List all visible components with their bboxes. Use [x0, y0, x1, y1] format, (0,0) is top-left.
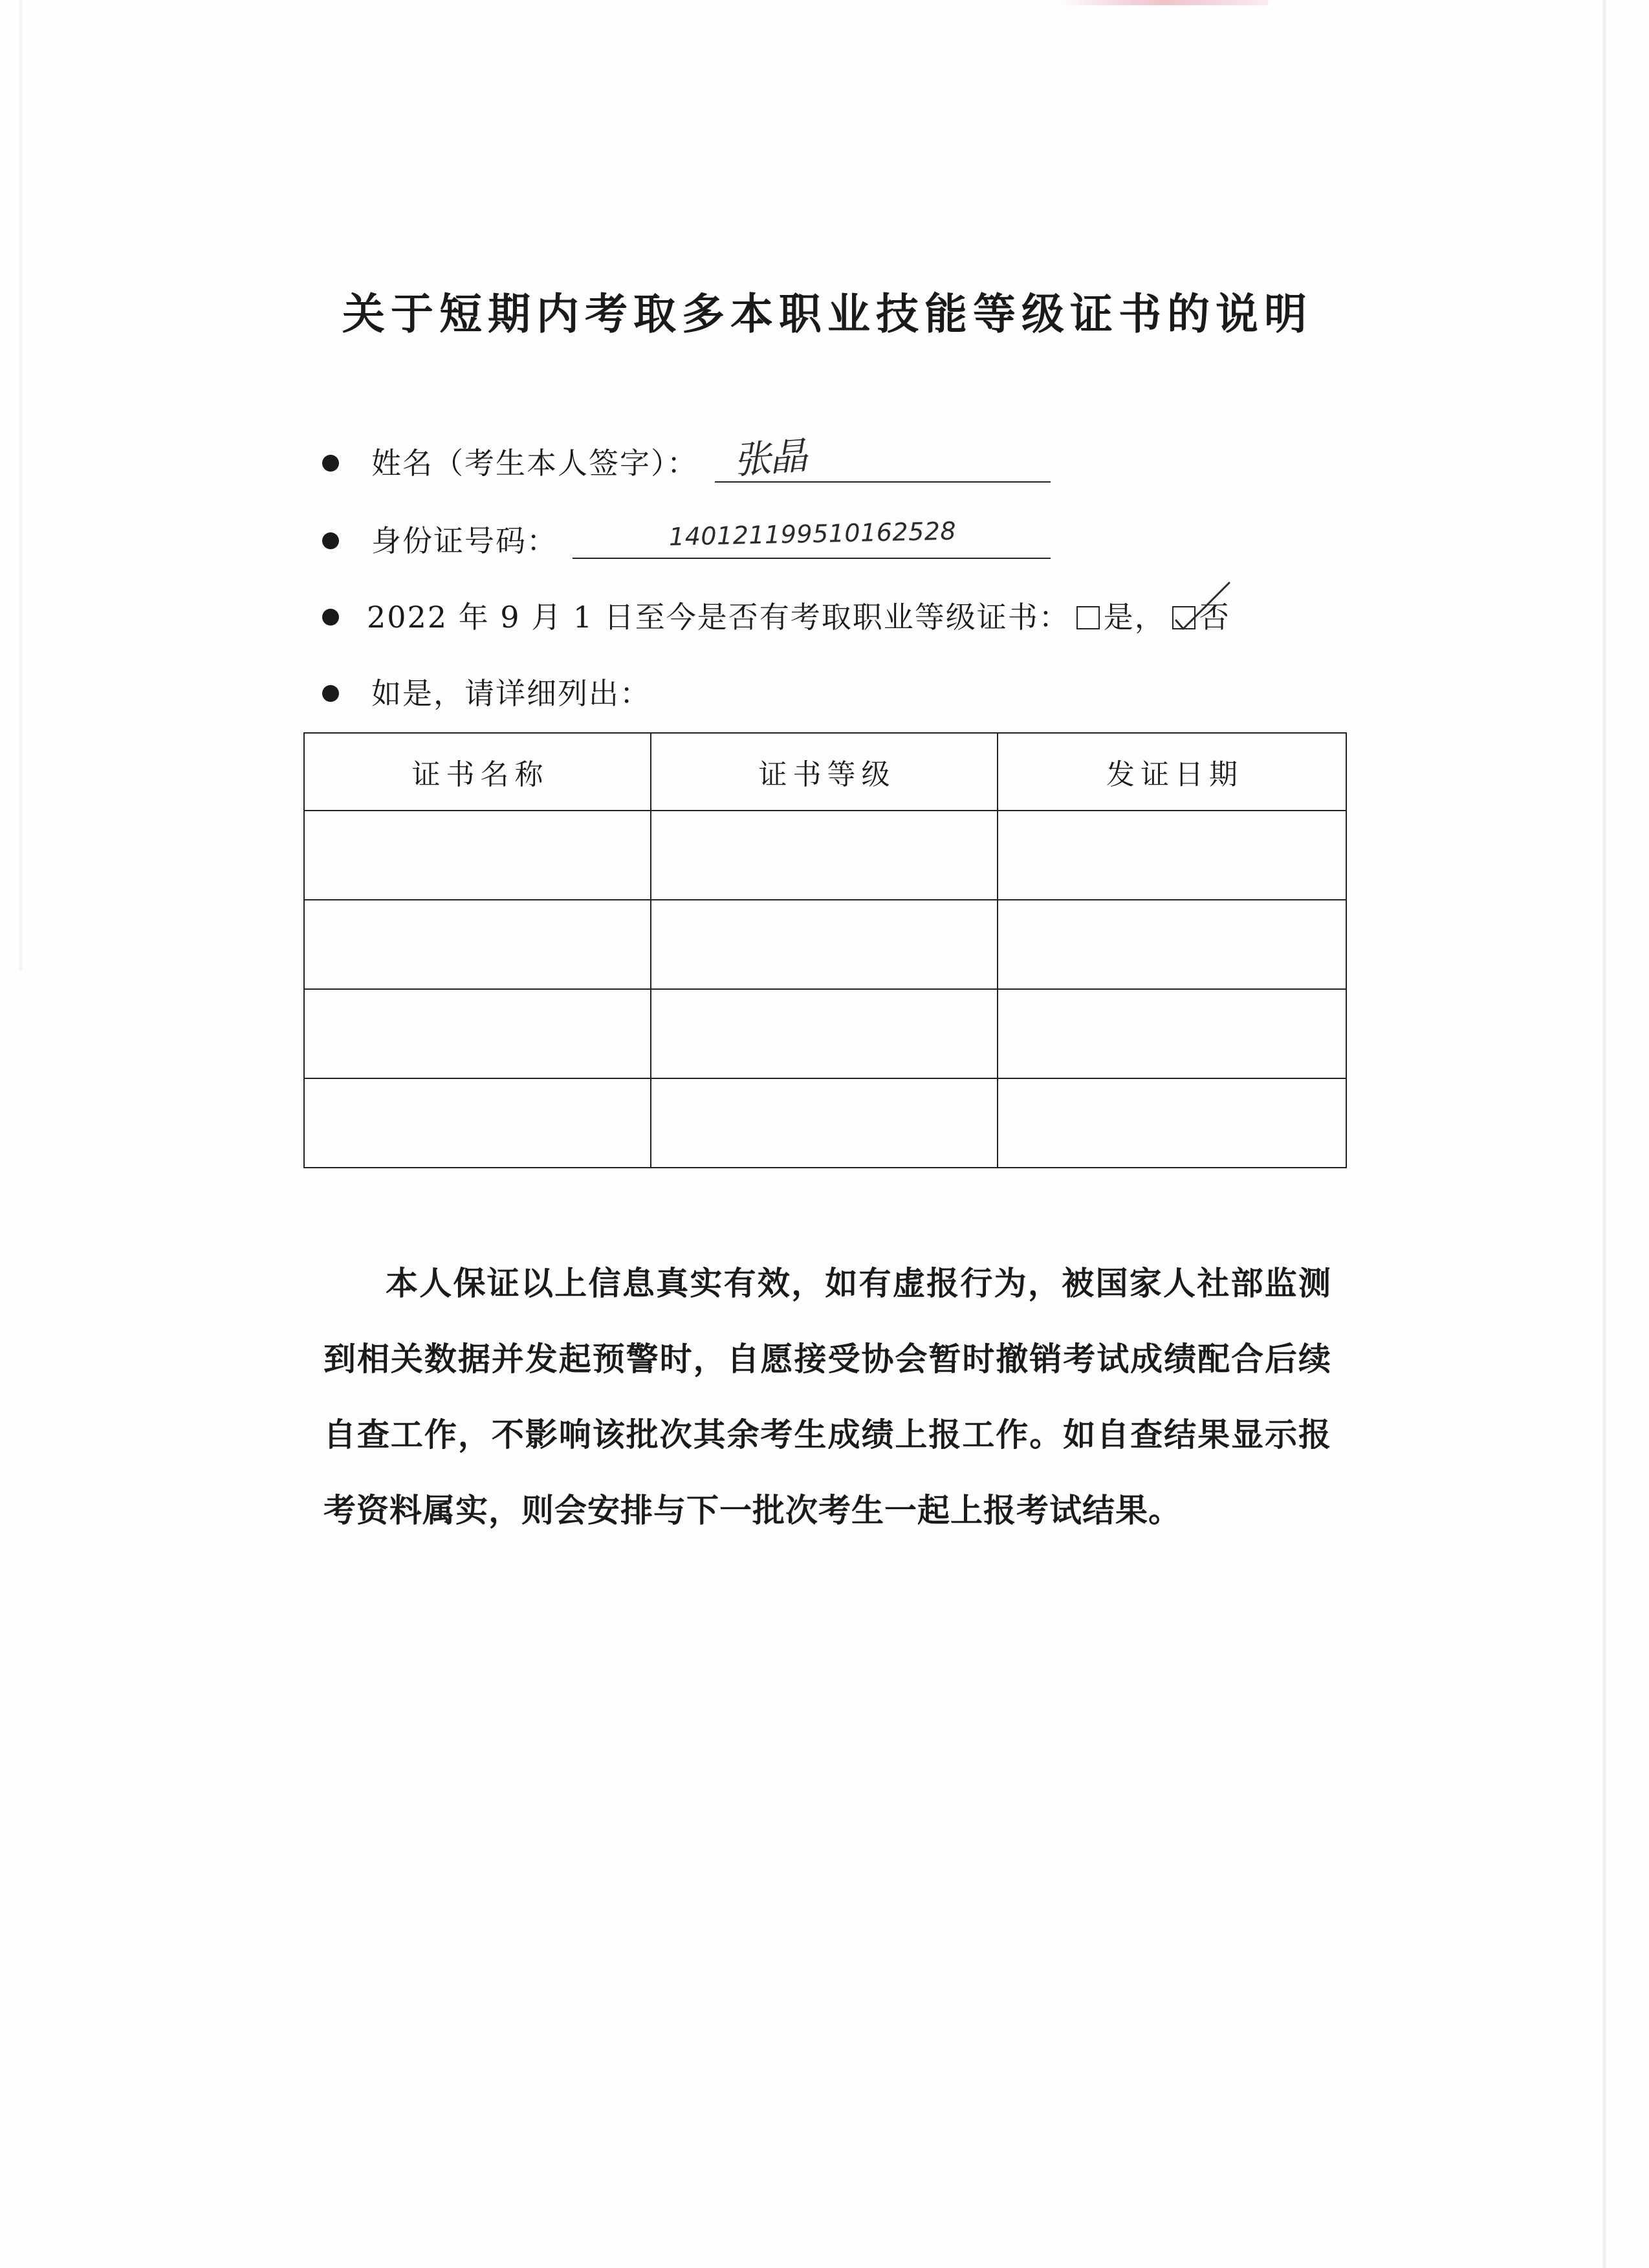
table-cell — [998, 900, 1346, 989]
handwritten-signature: 张晶 — [732, 433, 808, 483]
bullet-icon — [322, 455, 339, 472]
checkmark-icon — [1172, 580, 1237, 638]
certificate-question-label: 2022 年 9 月 1 日至今是否有考取职业等级证书： — [367, 600, 1070, 635]
table-cell — [304, 1078, 651, 1168]
table-row — [304, 811, 1346, 900]
bullet-icon — [322, 532, 339, 549]
certificate-question-row — [367, 598, 1230, 637]
table-row — [304, 1078, 1346, 1168]
option-yes-label: 是， — [1103, 600, 1166, 635]
header-issue-date: 发证日期 — [998, 733, 1346, 811]
bullet-icon — [322, 609, 339, 626]
table-cell — [304, 811, 651, 900]
statement-paragraph — [323, 1245, 1331, 1548]
id-number-underline — [573, 558, 1051, 559]
header-certificate-name: 证书名称 — [304, 733, 651, 811]
table-cell — [304, 900, 651, 989]
table-cell — [651, 900, 998, 989]
statement-line: 考资料属实，则会安排与下一批次考生一起上报考试结果。 — [323, 1491, 1181, 1529]
name-underline — [715, 481, 1051, 483]
scan-edge-shadow-left — [19, 0, 22, 970]
table-cell — [651, 1078, 998, 1168]
checkbox-yes-icon — [1076, 606, 1100, 629]
id-number-label: 身份证号码： — [371, 523, 558, 558]
option-no-label: 否 — [1199, 600, 1230, 635]
statement-line: 自查工作，不影响该批次其余考生成绩上报工作。如自查结果显示报 — [323, 1415, 1331, 1454]
header-certificate-level: 证书等级 — [651, 733, 998, 811]
table-header-row — [304, 733, 1346, 811]
document-title: 关于短期内考取多本职业技能等级证书的说明 — [342, 289, 1313, 339]
checkbox-no-icon — [1172, 606, 1196, 629]
table-row — [304, 900, 1346, 989]
bullet-icon — [322, 685, 339, 702]
table-cell — [651, 989, 998, 1078]
handwritten-id-number: 140121199510162528 — [668, 516, 957, 551]
statement-line: 本人保证以上信息真实有效，如有虚报行为，被国家人社部监测 — [386, 1264, 1331, 1302]
table-cell — [304, 989, 651, 1078]
scan-mark-top — [1058, 0, 1268, 5]
certificate-table — [303, 732, 1347, 1168]
name-label: 姓名（考生本人签字）： — [371, 446, 698, 481]
table-cell — [998, 989, 1346, 1078]
list-prompt-label: 如是，请详细列出： — [371, 676, 651, 711]
table-row — [304, 989, 1346, 1078]
table-cell — [998, 1078, 1346, 1168]
table-cell — [651, 811, 998, 900]
table-cell — [998, 811, 1346, 900]
statement-line: 到相关数据并发起预警时，自愿接受协会暂时撤销考试成绩配合后续 — [323, 1340, 1331, 1378]
